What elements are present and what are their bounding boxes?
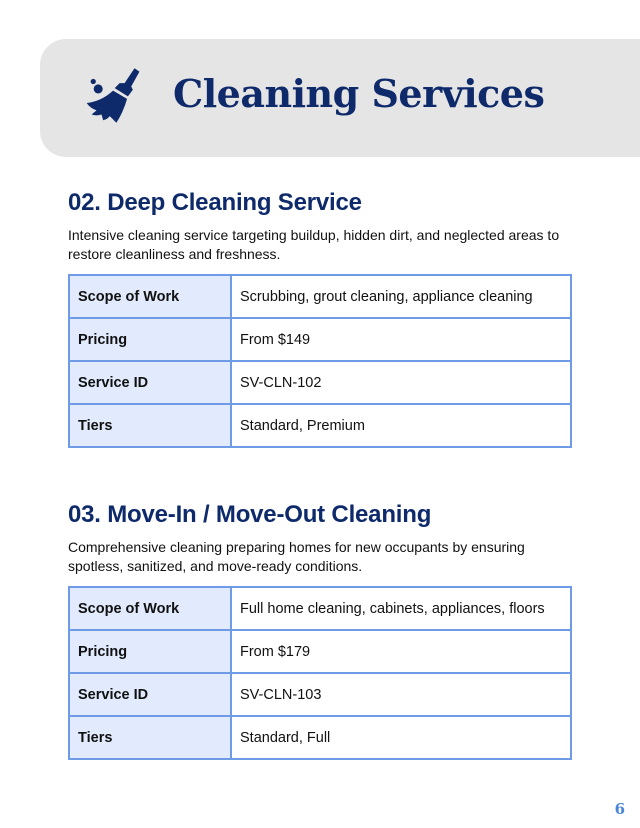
- row-value: Standard, Full: [231, 716, 571, 759]
- row-label: Scope of Work: [69, 275, 231, 318]
- row-value: From $149: [231, 318, 571, 361]
- row-value: SV-CLN-103: [231, 673, 571, 716]
- row-label: Pricing: [69, 318, 231, 361]
- table-row: [69, 275, 571, 318]
- section-title: 03. Move-In / Move-Out Cleaning: [68, 501, 432, 528]
- row-label: Service ID: [69, 361, 231, 404]
- row-label: Tiers: [69, 716, 231, 759]
- section-title: 02. Deep Cleaning Service: [68, 189, 362, 216]
- page-title: Cleaning Services: [173, 71, 545, 116]
- service-section-deep-cleaning: [68, 188, 572, 448]
- row-value: Scrubbing, grout cleaning, appliance cleaning: [231, 275, 571, 318]
- section-description: Intensive cleaning service targeting buildup, hidden dirt, and neglected areas to restore cleanliness and freshness.: [68, 227, 560, 262]
- table-row: [69, 404, 571, 447]
- row-value: From $179: [231, 630, 571, 673]
- table-row: [69, 716, 571, 759]
- table-row: [69, 673, 571, 716]
- row-value: SV-CLN-102: [231, 361, 571, 404]
- page-header: [40, 39, 640, 157]
- table-row: [69, 318, 571, 361]
- table-row: [69, 630, 571, 673]
- row-label: Scope of Work: [69, 587, 231, 630]
- table-row: [69, 361, 571, 404]
- page-number: 6: [614, 800, 625, 818]
- service-details-table: [68, 274, 572, 448]
- service-details-table: [68, 586, 572, 760]
- row-label: Tiers: [69, 404, 231, 447]
- service-section-move-cleaning: [68, 500, 572, 760]
- section-description: Comprehensive cleaning preparing homes for new occupants by ensuring spotless, sanitized, and move-ready conditions.: [68, 539, 525, 574]
- table-row: [69, 587, 571, 630]
- broom-icon: [85, 65, 151, 131]
- row-value: Standard, Premium: [231, 404, 571, 447]
- row-label: Service ID: [69, 673, 231, 716]
- row-label: Pricing: [69, 630, 231, 673]
- row-value: Full home cleaning, cabinets, appliances, floors: [231, 587, 571, 630]
